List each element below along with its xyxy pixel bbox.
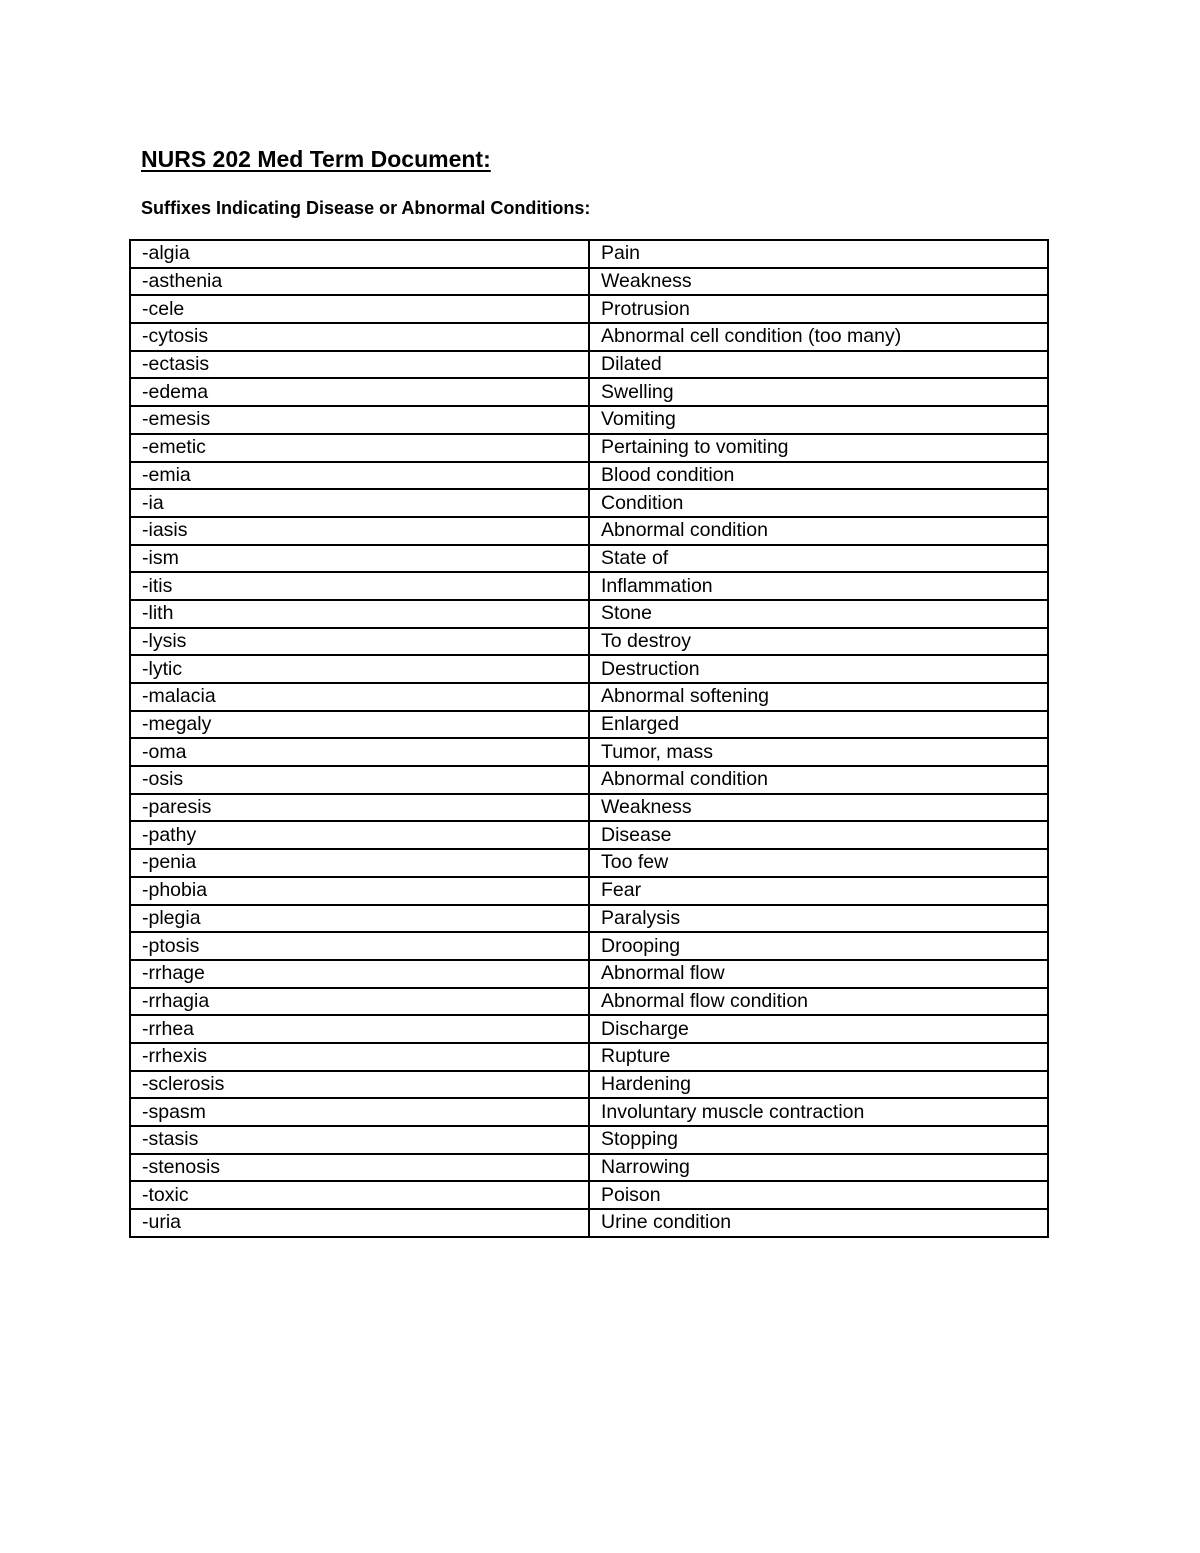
table-row: [130, 1154, 1048, 1182]
meaning-cell: Discharge: [589, 1015, 1048, 1043]
table-row: [130, 794, 1048, 822]
meaning-cell: State of: [589, 545, 1048, 573]
meaning-cell: Poison: [589, 1181, 1048, 1209]
suffix-cell: -uria: [130, 1209, 589, 1237]
meaning-cell: Tumor, mass: [589, 738, 1048, 766]
suffix-cell: -malacia: [130, 683, 589, 711]
table-row: [130, 766, 1048, 794]
meaning-cell: Vomiting: [589, 406, 1048, 434]
meaning-cell: Swelling: [589, 378, 1048, 406]
meaning-cell: Weakness: [589, 268, 1048, 296]
suffix-cell: -rrhagia: [130, 988, 589, 1016]
meaning-cell: Rupture: [589, 1043, 1048, 1071]
meaning-cell: Dilated: [589, 351, 1048, 379]
table-row: [130, 323, 1048, 351]
table-row: [130, 711, 1048, 739]
table-row: [130, 932, 1048, 960]
table-row: [130, 1098, 1048, 1126]
meaning-cell: Abnormal flow condition: [589, 988, 1048, 1016]
table-row: [130, 905, 1048, 933]
suffix-cell: -stenosis: [130, 1154, 589, 1182]
meaning-cell: Blood condition: [589, 462, 1048, 490]
meaning-cell: To destroy: [589, 628, 1048, 656]
suffix-cell: -iasis: [130, 517, 589, 545]
suffix-cell: -penia: [130, 849, 589, 877]
suffix-cell: -itis: [130, 572, 589, 600]
suffix-cell: -edema: [130, 378, 589, 406]
suffix-cell: -phobia: [130, 877, 589, 905]
table-row: [130, 545, 1048, 573]
suffix-cell: -cytosis: [130, 323, 589, 351]
table-row: [130, 849, 1048, 877]
meaning-cell: Too few: [589, 849, 1048, 877]
meaning-cell: Enlarged: [589, 711, 1048, 739]
meaning-cell: Abnormal condition: [589, 766, 1048, 794]
suffix-cell: -algia: [130, 240, 589, 268]
table-row: [130, 462, 1048, 490]
suffix-table-body: [130, 240, 1048, 1237]
suffix-cell: -oma: [130, 738, 589, 766]
table-row: [130, 1126, 1048, 1154]
suffix-cell: -emetic: [130, 434, 589, 462]
suffix-cell: -paresis: [130, 794, 589, 822]
suffix-cell: -ia: [130, 489, 589, 517]
table-row: [130, 1071, 1048, 1099]
suffix-cell: -emesis: [130, 406, 589, 434]
table-row: [130, 378, 1048, 406]
meaning-cell: Pertaining to vomiting: [589, 434, 1048, 462]
table-row: [130, 1015, 1048, 1043]
table-row: [130, 960, 1048, 988]
meaning-cell: Destruction: [589, 655, 1048, 683]
table-row: [130, 489, 1048, 517]
table-row: [130, 988, 1048, 1016]
table-row: [130, 1209, 1048, 1237]
table-row: [130, 738, 1048, 766]
suffix-cell: -ptosis: [130, 932, 589, 960]
meaning-cell: Involuntary muscle contraction: [589, 1098, 1048, 1126]
meaning-cell: Urine condition: [589, 1209, 1048, 1237]
table-row: [130, 683, 1048, 711]
meaning-cell: Abnormal flow: [589, 960, 1048, 988]
meaning-cell: Abnormal condition: [589, 517, 1048, 545]
meaning-cell: Inflammation: [589, 572, 1048, 600]
table-row: [130, 517, 1048, 545]
meaning-cell: Abnormal softening: [589, 683, 1048, 711]
meaning-cell: Drooping: [589, 932, 1048, 960]
table-row: [130, 655, 1048, 683]
page-title: NURS 202 Med Term Document:: [141, 146, 491, 172]
suffix-cell: -osis: [130, 766, 589, 794]
table-row: [130, 628, 1048, 656]
suffix-cell: -rrhexis: [130, 1043, 589, 1071]
table-row: [130, 1043, 1048, 1071]
suffix-cell: -spasm: [130, 1098, 589, 1126]
table-row: [130, 351, 1048, 379]
table-row: [130, 295, 1048, 323]
meaning-cell: Protrusion: [589, 295, 1048, 323]
suffix-cell: -ism: [130, 545, 589, 573]
suffix-cell: -plegia: [130, 905, 589, 933]
meaning-cell: Fear: [589, 877, 1048, 905]
meaning-cell: Pain: [589, 240, 1048, 268]
suffix-table: [129, 239, 1049, 1238]
table-row: [130, 240, 1048, 268]
suffix-cell: -lytic: [130, 655, 589, 683]
table-row: [130, 572, 1048, 600]
suffix-cell: -ectasis: [130, 351, 589, 379]
suffix-cell: -rrhea: [130, 1015, 589, 1043]
suffix-cell: -pathy: [130, 821, 589, 849]
meaning-cell: Narrowing: [589, 1154, 1048, 1182]
table-row: [130, 877, 1048, 905]
suffix-cell: -asthenia: [130, 268, 589, 296]
meaning-cell: Hardening: [589, 1071, 1048, 1099]
suffix-cell: -sclerosis: [130, 1071, 589, 1099]
table-row: [130, 600, 1048, 628]
suffix-cell: -cele: [130, 295, 589, 323]
suffix-cell: -emia: [130, 462, 589, 490]
table-row: [130, 1181, 1048, 1209]
meaning-cell: Paralysis: [589, 905, 1048, 933]
table-row: [130, 821, 1048, 849]
suffix-cell: -lith: [130, 600, 589, 628]
suffix-cell: -toxic: [130, 1181, 589, 1209]
meaning-cell: Condition: [589, 489, 1048, 517]
suffix-cell: -lysis: [130, 628, 589, 656]
suffix-cell: -megaly: [130, 711, 589, 739]
meaning-cell: Disease: [589, 821, 1048, 849]
meaning-cell: Stopping: [589, 1126, 1048, 1154]
suffix-cell: -rrhage: [130, 960, 589, 988]
table-row: [130, 434, 1048, 462]
table-row: [130, 406, 1048, 434]
meaning-cell: Stone: [589, 600, 1048, 628]
suffix-cell: -stasis: [130, 1126, 589, 1154]
table-row: [130, 268, 1048, 296]
meaning-cell: Abnormal cell condition (too many): [589, 323, 1048, 351]
meaning-cell: Weakness: [589, 794, 1048, 822]
section-heading: Suffixes Indicating Disease or Abnormal Conditions:: [141, 198, 591, 218]
